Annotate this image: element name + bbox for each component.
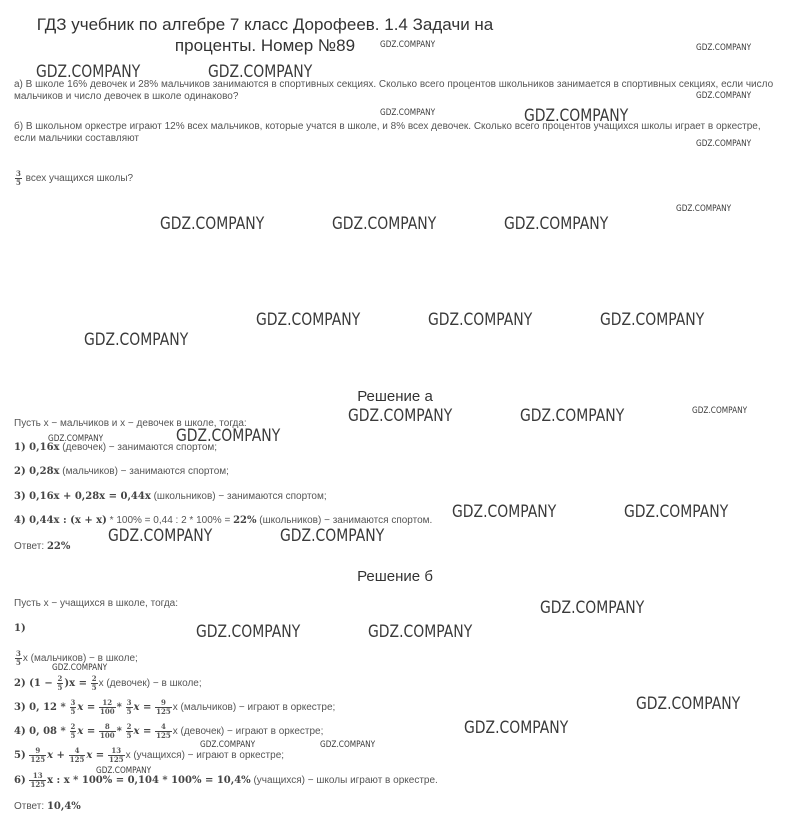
problem-b-tail — [14, 170, 133, 187]
watermark: GDZ.COMPANY — [504, 214, 609, 234]
solution-b-heading: Решение б — [357, 568, 433, 585]
watermark: GDZ.COMPANY — [176, 426, 281, 446]
solution-b-step-5: 5) $\frac{9}{125}$ x + $\frac{4}{125}$ x = $\frac{13}{125}$ x (учащихся) − играют в оркестре; — [14, 746, 285, 764]
watermark: GDZ.COMPANY — [200, 740, 256, 750]
solution-b-answer: Ответ: 10,4% — [14, 801, 81, 812]
fraction-3-5: $\frac{3}{5}$ — [16, 169, 21, 187]
watermark: GDZ.COMPANY — [428, 310, 533, 330]
solution-a-step-2: 2) 0,28x (мальчиков) − занимаются спортом; — [14, 466, 229, 477]
watermark: GDZ.COMPANY — [332, 214, 437, 234]
solution-a-step-4: 4) 0,44x : (x + x) * 100% = 0,44 : 2 * 100% = 22% (школьников) − занимаются спортом. — [14, 515, 433, 526]
watermark: GDZ.COMPANY — [600, 310, 705, 330]
watermark: GDZ.COMPANY — [48, 434, 104, 444]
solution-b-step-1b: $\frac{3}{5}$ x (мальчиков) − в школе; — [16, 649, 138, 667]
watermark: GDZ.COMPANY — [540, 598, 645, 618]
watermark: GDZ.COMPANY — [348, 406, 453, 426]
watermark: GDZ.COMPANY — [96, 766, 152, 776]
watermark: GDZ.COMPANY — [256, 310, 361, 330]
problem-b-text: б) В школьном оркестре играют 12% всех мальчиков, которые учатся в школе, и 8% всех девочек. Сколько всего процентов учащихся школы играет в оркестре, если мальчики составляют — [14, 121, 761, 144]
page-title-line2: проценты. Номер №89 — [174, 36, 356, 55]
solution-a-intro: Пусть x − мальчиков и x − девочек в школе, тогда: — [14, 418, 247, 429]
problem-a-text: а) В школе 16% девочек и 28% мальчиков занимаются в спортивных секциях. Сколько всего процентов школьников занимается в спортивных секциях, если число мальчиков и число девочек в школе одинаково? — [14, 79, 774, 102]
solution-a-heading: Решение а — [357, 388, 433, 405]
watermark: GDZ.COMPANY — [380, 108, 436, 118]
watermark: GDZ.COMPANY — [280, 526, 385, 546]
watermark: GDZ.COMPANY — [196, 622, 301, 642]
page-title-line1: ГДЗ учебник по алгебре 7 класс Дорофеев. 1.4 Задачи на — [36, 15, 494, 34]
solution-a-step-1: 1) 0,16x (девочек) − занимаются спортом; — [14, 442, 218, 453]
watermark: GDZ.COMPANY — [52, 663, 108, 673]
problem-b-tail-text: всех учащихся школы? — [25, 173, 134, 185]
solution-a-step-3: 3) 0,16x + 0,28x = 0,44x (школьников) − занимаются спортом; — [14, 491, 327, 502]
watermark: GDZ.COMPANY — [636, 694, 741, 714]
watermark: GDZ.COMPANY — [36, 62, 141, 82]
solution-b-step-6: 6) $\frac{13}{125}$ x : x * 100% = 0,104 * 100% = 10,4% (учащихся) − школы играют в оркестре. — [14, 771, 438, 789]
watermark: GDZ.COMPANY — [452, 502, 557, 522]
watermark: GDZ.COMPANY — [320, 740, 376, 750]
solution-b-step-3: 3) 0, 12 * $\frac{3}{5}$ x = $\frac{12}{100}$ * $\frac{3}{5}$ x = $\frac{9}{125}$ x (мальчиков) − играют в оркестре; — [14, 698, 336, 716]
watermark: GDZ.COMPANY — [520, 406, 625, 426]
watermark: GDZ.COMPANY — [696, 43, 752, 53]
watermark: GDZ.COMPANY — [160, 214, 265, 234]
watermark: GDZ.COMPANY — [624, 502, 729, 522]
watermark: GDZ.COMPANY — [524, 106, 629, 126]
watermark: GDZ.COMPANY — [692, 406, 748, 416]
solution-b-step-1: 1) — [14, 623, 26, 634]
watermark: GDZ.COMPANY — [380, 40, 436, 50]
watermark: GDZ.COMPANY — [464, 718, 569, 738]
watermark: GDZ.COMPANY — [696, 91, 752, 101]
watermark: GDZ.COMPANY — [676, 204, 732, 214]
solution-b-step-4: 4) 0, 08 * $\frac{2}{5}$ x = $\frac{8}{100}$ * $\frac{2}{5}$ x = $\frac{4}{125}$ x (девочек) − играют в оркестре; — [14, 722, 324, 740]
watermark: GDZ.COMPANY — [208, 62, 313, 82]
solution-a-answer: Ответ: 22% — [14, 541, 71, 552]
page-title — [0, 14, 530, 56]
solution-b-intro: Пусть x − учащихся в школе, тогда: — [14, 598, 179, 609]
watermark: GDZ.COMPANY — [84, 330, 189, 350]
solution-b-step-2: 2) (1 − $\frac{2}{5}$ )x = $\frac{2}{5}$ x (девочек) − в школе; — [14, 674, 202, 692]
watermark: GDZ.COMPANY — [108, 526, 213, 546]
watermark: GDZ.COMPANY — [696, 139, 752, 149]
watermark: GDZ.COMPANY — [368, 622, 473, 642]
